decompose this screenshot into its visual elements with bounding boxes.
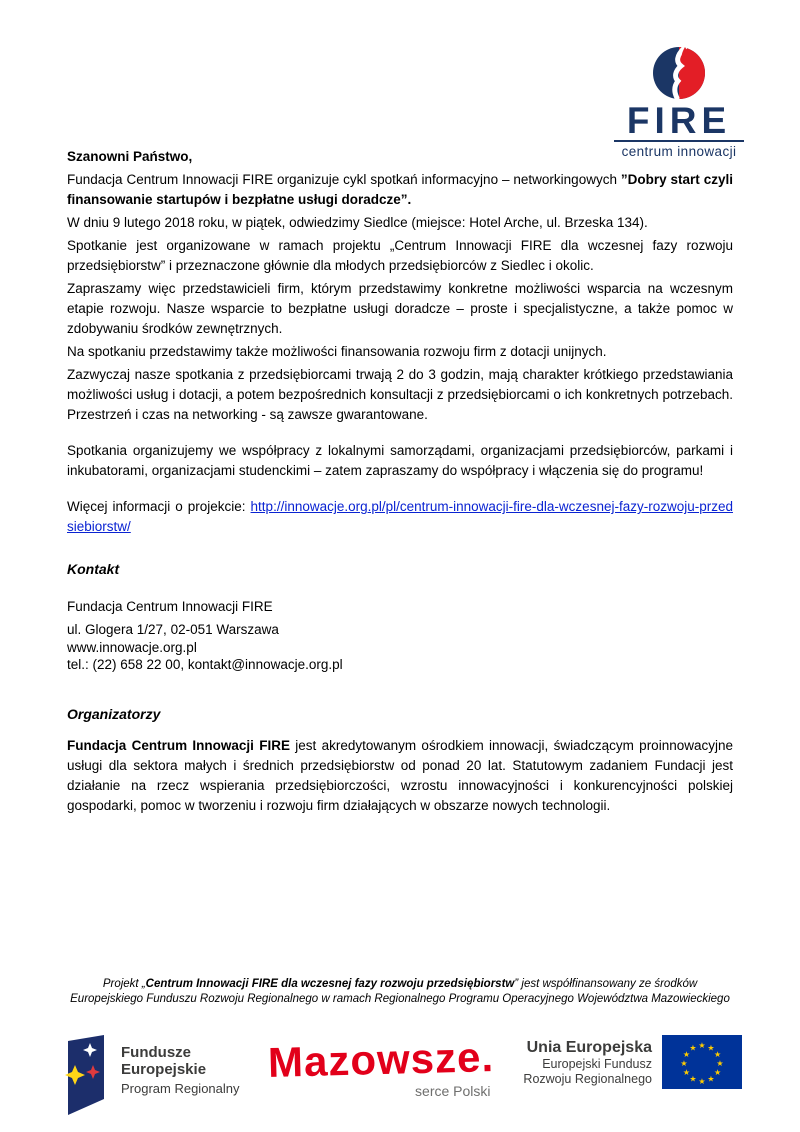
organizers-text: jest akredytowanym ośrodkiem innowacji, świadczącym proinnowacyjne usługi dla sektora małych i średnich przedsiębiorstw od ponad 20 lat. Statutowym zadaniem Fundacji jest działanie na rzecz wspierania przedsiębiorczości, wzrostu innowacyjności i konkurencyjności polskiej gospodarki, pomoc w tworzeniu i rozwoju firm działających w obszarze nowych technologii. <box>67 737 733 813</box>
funding-note-project: Centrum Innowacji FIRE dla wczesnej fazy rozwoju przedsiębiorstw <box>145 978 515 990</box>
fe-line3: Program Regionalny <box>121 1081 240 1096</box>
svg-text:★: ★ <box>689 1043 697 1053</box>
project-link[interactable]: http://innowacje.org.pl/pl/centrum-innowacji-fire-dla-wczesnej-fazy-rozwoju-przedsiebiorstw/ <box>67 499 733 534</box>
fe-line1: Fundusze <box>121 1044 191 1061</box>
fire-flame-icon <box>652 46 706 100</box>
svg-text:★: ★ <box>698 1077 706 1086</box>
letter-body <box>67 147 733 816</box>
contact-website: www.innowacje.org.pl <box>67 639 197 655</box>
contact-address: ul. Glogera 1/27, 02-051 Warszawa <box>67 622 279 637</box>
svg-text:★: ★ <box>713 1067 722 1077</box>
svg-text:★: ★ <box>689 1074 697 1084</box>
fire-logo <box>614 46 744 159</box>
funding-note <box>67 977 733 1006</box>
fe-line2: Europejskie <box>121 1061 207 1078</box>
footer-logos <box>60 1035 742 1117</box>
eu-line3: Rozwoju Regionalnego <box>523 1072 652 1086</box>
contact-organization: Fundacja Centrum Innowacji FIRE <box>67 599 273 614</box>
unia-europejska-text <box>523 1035 652 1087</box>
eu-line1: Unia Europejska <box>526 1039 652 1056</box>
svg-text:★: ★ <box>682 1050 690 1060</box>
organizers-heading: Organizatorzy <box>67 705 161 722</box>
svg-text:★: ★ <box>707 1074 715 1084</box>
eu-line2: Europejski Fundusz <box>542 1057 652 1071</box>
paragraph-invitation: Zapraszamy więc przedstawicieli firm, którym przedstawimy konkretne możliwości wsparcia na wczesnym etapie rozwoju. Nasze wsparcie to bezpłatne usługi doradcze – proste i specjalistyczne, a także pomoc w zdobywaniu środków zewnętrznych. <box>67 281 733 336</box>
paragraph-intro-text: Fundacja Centrum Innowacji FIRE organizuje cykl spotkań informacyjno – networkingowych <box>67 172 621 187</box>
fundusze-europejskie-text <box>121 1035 240 1096</box>
mazowsze-logo <box>268 1035 494 1099</box>
contact-details <box>67 621 733 674</box>
paragraph-cooperation: Spotkania organizujemy we współpracy z lokalnymi samorządami, organizacjami przedsiębiorców, parkami i inkubatorami, organizacjami studenckimi – zatem zapraszamy do współpracy i włączenia się do programu! <box>67 443 733 478</box>
funding-note-suffix: ” jest współfinansowany ze środków Europejskiego Funduszu Rozwoju Regionalnego w ramach Regionalnego Programu Operacyjnego Województwa Mazowieckiego <box>70 978 730 1005</box>
contact-phone-email: tel.: (22) 658 22 00, kontakt@innowacje.org.pl <box>67 657 343 672</box>
paragraph-funding: Na spotkaniu przedstawimy także możliwości finansowania rozwoju firm z dotacji unijnych. <box>67 344 607 359</box>
organizers-description <box>67 736 733 816</box>
fundusze-europejskie-flag-icon <box>60 1035 112 1117</box>
svg-text:★: ★ <box>716 1059 724 1068</box>
paragraph-format: Zazwyczaj nasze spotkania z przedsiębiorcami trwają 2 do 3 godzin, mają charakter krótkiego przedstawiania możliwości usług i dotacji, a potem bezpośrednich konsultacji z przedsiębiorcami o ich konkretnych potrzebach. Przestrzeń i czas na networking - są zawsze gwarantowane. <box>67 367 733 422</box>
contact-heading: Kontakt <box>67 561 120 577</box>
fire-logo-text: FIRE <box>614 102 744 142</box>
mazowsze-wordmark: Mazowsze. <box>267 1033 496 1086</box>
event-title: ”Dobry start czyli finansowanie startupów i bezpłatne usługi doradcze”. <box>67 172 733 207</box>
svg-text:★: ★ <box>698 1041 706 1050</box>
paragraph-intro <box>67 170 733 210</box>
mazowsze-tagline: serce Polski <box>415 1083 491 1099</box>
salutation: Szanowni Państwo, <box>67 149 193 164</box>
svg-text:★: ★ <box>707 1043 715 1053</box>
paragraph-date-place: W dniu 9 lutego 2018 roku, w piątek, odwiedzimy Siedlce (miejsce: Hotel Arche, ul. Brzeska 134). <box>67 215 648 230</box>
funding-note-prefix: Projekt „ <box>102 978 146 990</box>
organizers-lead: Fundacja Centrum Innowacji FIRE <box>67 737 290 753</box>
fundusze-europejskie-logo <box>60 1035 240 1117</box>
svg-text:★: ★ <box>713 1050 722 1060</box>
paragraph-project: Spotkanie jest organizowane w ramach projektu „Centrum Innowacji FIRE dla wczesnej fazy rozwoju przedsiębiorstw” i przeznaczone głównie dla młodych przedsiębiorców z Siedlec i okolic. <box>67 238 733 273</box>
paragraph-more-info <box>67 497 733 537</box>
svg-text:★: ★ <box>682 1067 690 1077</box>
eu-flag-icon <box>662 1035 742 1089</box>
fire-logo-subtitle: centrum innowacji <box>621 144 737 159</box>
more-info-label: Więcej informacji o projekcie: <box>67 499 251 514</box>
svg-text:★: ★ <box>680 1059 688 1068</box>
unia-europejska-logo <box>523 1035 742 1089</box>
